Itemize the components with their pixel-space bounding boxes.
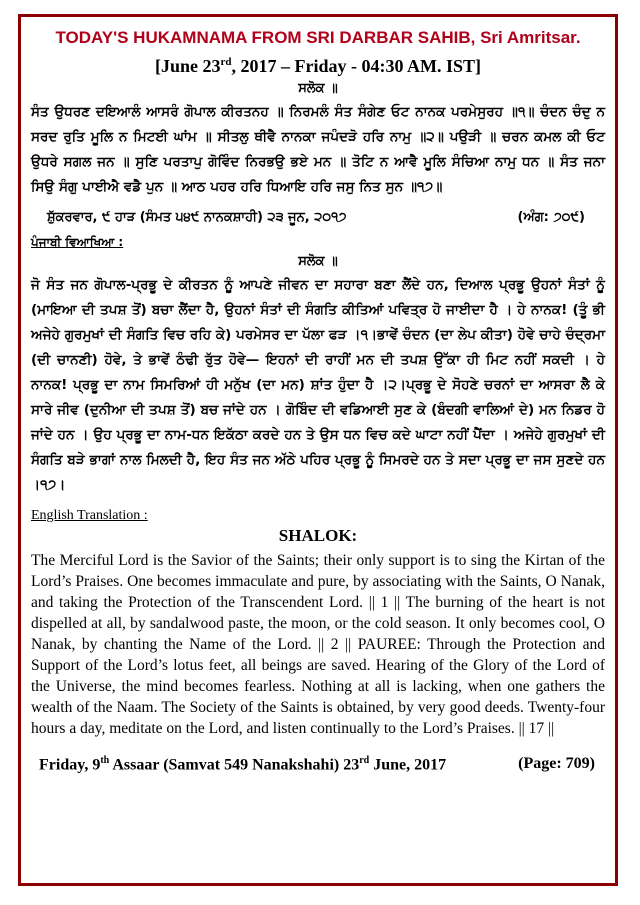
- page-frame: [18, 14, 618, 886]
- english-text: The Merciful Lord is the Savior of the Saints; their only support is to sing the Kirtan of the Lord’s Praises. One becomes immaculate and pure, by associating with the Saints, O Nanak, and taking the Protection of the Transcendent Lord. || 1 || The burning of the heart is not dispelled at all, by sandalwood paste, the moon, or the cold season. It only becomes cool, O Nanak, by chanting the Name of the Lord. || 2 || PAUREE: Through the Protection and Support of the Lord’s lotus feet, all beings are saved. Hearing of the Glory of the Lord of the Universe, the mind becomes fearless. Nothing at all is lacking, when one gathers the wealth of the Naam. The Society of the Saints is obtained, by very good deeds. Twenty-four hours a day, meditate on the Lord, and listen continually to the Lord’s Praises. || 17 ||: [31, 552, 605, 737]
- footer-prefix: Friday, 9: [39, 756, 101, 774]
- date-sup: rd: [220, 56, 232, 68]
- footer: [31, 755, 605, 774]
- english-heading: SHALOK:: [278, 526, 358, 545]
- footer-middle: Assaar (Samvat 549 Nanakshahi) 23: [109, 756, 360, 774]
- date-line: [31, 51, 605, 77]
- date-suffix: , 2017 – Friday - 04:30 AM. IST]: [231, 56, 481, 76]
- footer-suffix: June, 2017: [369, 756, 447, 774]
- gurbani-page-ref: (ਅੰਗ: ੭੦੯): [517, 210, 585, 225]
- document-body: [31, 17, 605, 774]
- footer-sup1: th: [100, 755, 110, 766]
- footer-date: [39, 755, 446, 774]
- punjabi-text: ਜੋ ਸੰਤ ਜਨ ਗੋਪਾਲ-ਪ੍ਰਭੂ ਦੇ ਕੀਰਤਨ ਨੂੰ ਆਪਣੇ ਜੀਵਨ ਦਾ ਸਹਾਰਾ ਬਣਾ ਲੈਂਦੇ ਹਨ, ਦਿਆਲ ਪ੍ਰਭੂ ਉਹਨਾਂ ਸੰਤਾਂ ਨੂੰ (ਮਾਇਆ ਦੀ ਤਪਸ਼ ਤੋਂ) ਬਚਾ ਲੈਂਦਾ ਹੈ, ਉਹਨਾਂ ਸੰਤਾਂ ਦੀ ਸੰਗਤਿ ਕੀਤਿਆਂ ਪਵਿਤ੍ਰ ਹੋ ਜਾਈਦਾ ਹੈ । ਹੇ ਨਾਨਕ! (ਤੂੰ ਭੀ ਅਜੇਹੇ ਗੁਰਮੁਖਾਂ ਦੀ ਸੰਗਤਿ ਵਿਚ ਰਹਿ ਕੇ) ਪਰਮੇਸਰ ਦਾ ਪੱਲਾ ਫੜ ।੧।ਭਾਵੇਂ ਚੰਦਨ (ਦਾ ਲੇਪ ਕੀਤਾ) ਹੋਵੇ ਚਾਹੇ ਚੰਦ੍ਰਮਾ (ਦੀ ਚਾਨਣੀ) ਹੋਵੇ, ਤੇ ਭਾਵੇਂ ਠੰਢੀ ਰੁੱਤ ਹੋਵੇ— ਇਹਨਾਂ ਦੀ ਰਾਹੀਂ ਮਨ ਦੀ ਤਪਸ਼ ਉੱਕਾ ਹੀ ਮਿਟ ਨਹੀਂ ਸਕਦੀ । ਹੇ ਨਾਨਕ! ਪ੍ਰਭੂ ਦਾ ਨਾਮ ਸਿਮਰਿਆਂ ਹੀ ਮਨੁੱਖ (ਦਾ ਮਨ) ਸ਼ਾਂਤ ਹੁੰਦਾ ਹੈ ।੨।ਪ੍ਰਭੂ ਦੇ ਸੋਹਣੇ ਚਰਨਾਂ ਦਾ ਆਸਰਾ ਲੈ ਕੇ ਸਾਰੇ ਜੀਵ (ਦੁਨੀਆ ਦੀ ਤਪਸ਼ ਤੋਂ) ਬਚ ਜਾਂਦੇ ਹਨ । ਗੋਬਿੰਦ ਦੀ ਵਡਿਆਈ ਸੁਣ ਕੇ (ਬੰਦਗੀ ਵਾਲਿਆਂ ਦੇ) ਮਨ ਨਿਡਰ ਹੋ ਜਾਂਦੇ ਹਨ । ਉਹ ਪ੍ਰਭੂ ਦਾ ਨਾਮ-ਧਨ ਇਕੱਠਾ ਕਰਦੇ ਹਨ ਤੇ ਉਸ ਧਨ ਵਿਚ ਕਦੇ ਘਾਟਾ ਨਹੀਂ ਪੈਂਦਾ । ਅਜੇਹੇ ਗੁਰਮੁਖਾਂ ਦੀ ਸੰਗਤਿ ਬੜੇ ਭਾਗਾਂ ਨਾਲ ਮਿਲਦੀ ਹੈ, ਇਹ ਸੰਤ ਜਨ ਅੱਠੇ ਪਹਿਰ ਪ੍ਰਭੂ ਨੂੰ ਸਿਮਰਦੇ ਹਨ ਤੇ ਸਦਾ ਪ੍ਰਭੂ ਦਾ ਜਸ ਸੁਣਦੇ ਹਨ ।੧੭।: [31, 277, 605, 493]
- gurbani-heading: ਸਲੋਕ ॥: [298, 81, 338, 96]
- gurbani-text: ਸੰਤ ਉਧਰਣ ਦਇਆਲੰ ਆਸਰੰ ਗੋਪਾਲ ਕੀਰਤਨਹ ॥ ਨਿਰਮਲੰ ਸੰਤ ਸੰਗੇਣ ਓਟ ਨਾਨਕ ਪਰਮੇਸੁਰਹ ॥੧॥ ਚੰਦਨ ਚੰਦੁ ਨ ਸਰਦ ਰੁਤਿ ਮੂਲਿ ਨ ਮਿਟਈ ਘਾਂਮ ॥ ਸੀਤਲੁ ਥੀਵੈ ਨਾਨਕਾ ਜਪੰਦੜੋ ਹਰਿ ਨਾਮੁ ॥੨॥ ਪਉੜੀ ॥ ਚਰਨ ਕਮਲ ਕੀ ਓਟ ਉਧਰੇ ਸਗਲ ਜਨ ॥ ਸੁਣਿ ਪਰਤਾਪੁ ਗੋਵਿੰਦ ਨਿਰਭਉ ਭਏ ਮਨ ॥ ਤੋਟਿ ਨ ਆਵੈ ਮੂਲਿ ਸੰਚਿਆ ਨਾਮੁ ਧਨ ॥ ਸੰਤ ਜਨਾ ਸਿਉ ਸੰਗੁ ਪਾਈਐ ਵਡੈ ਪੁਨ ॥ ਆਠ ਪਹਰ ਹਰਿ ਧਿਆਇ ਹਰਿ ਜਸੁ ਨਿਤ ਸੁਨ ॥੧੭॥: [31, 104, 605, 195]
- date-prefix: [June 23: [154, 56, 221, 76]
- punjabi-label: ਪੰਜਾਬੀ ਵਿਆਖਿਆ :: [31, 235, 124, 249]
- footer-page: (Page: 709): [518, 755, 595, 772]
- english-label: English Translation :: [31, 508, 148, 523]
- gurbani-date-row: [31, 210, 605, 225]
- punjabi-heading: ਸਲੋਕ ॥: [298, 254, 338, 269]
- gurbani-date: ਸ਼ੁੱਕਰਵਾਰ, ੯ ਹਾੜ (ਸੰਮਤ ੫੪੯ ਨਾਨਕਸ਼ਾਹੀ) ੨੩ ਜੂਨ, ੨੦੧੭: [47, 210, 347, 225]
- footer-sup2: rd: [359, 755, 370, 766]
- page-title: TODAY'S HUKAMNAMA FROM SRI DARBAR SAHIB, Sri Amritsar.: [55, 28, 581, 47]
